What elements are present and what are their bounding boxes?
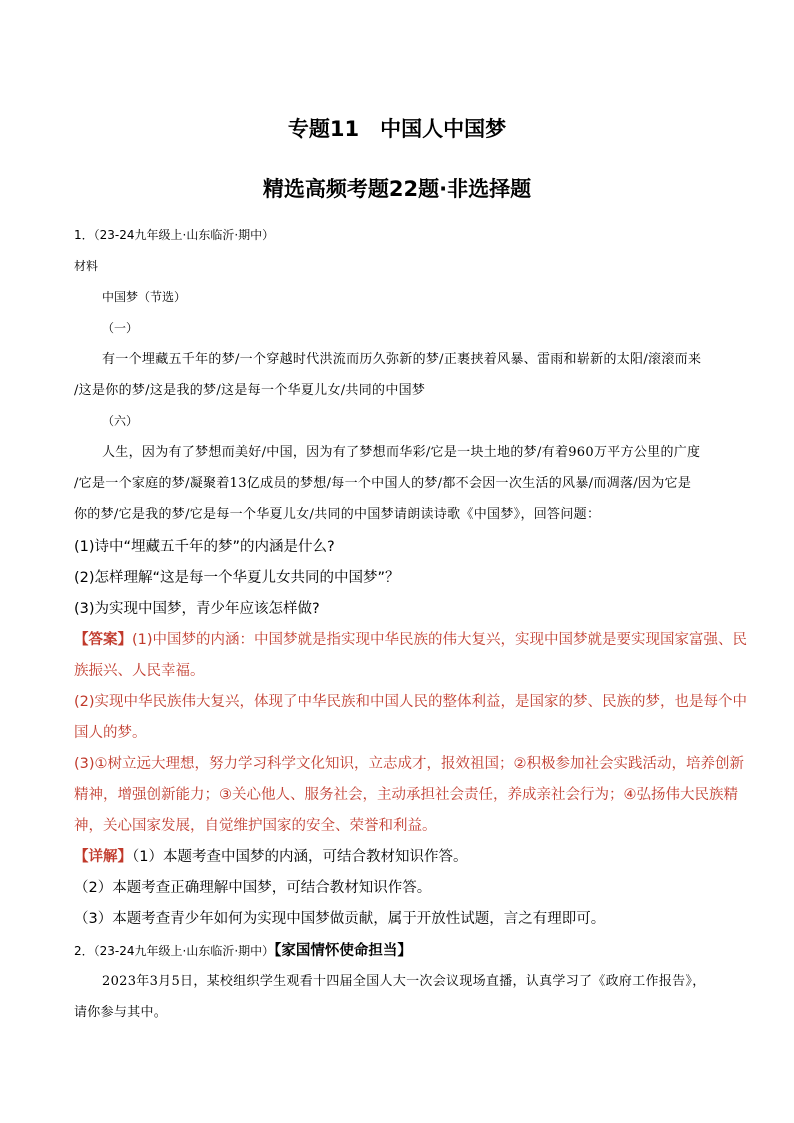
- poem-line: /这是你的梦/这是我的梦/这是每一个华夏儿女/共同的中国梦: [74, 383, 426, 398]
- poem-line: 人生，因为有了梦想而美好/中国，因为有了梦想而华彩/它是一块土地的梦/有着960万平方公里的广度: [102, 445, 701, 460]
- question-2-header: [74, 940, 412, 961]
- question-2-paragraph: 请你参与其中。: [74, 1005, 168, 1020]
- answer-text: (1)中国梦的内涵：中国梦就是指实现中华民族的伟大复兴，实现中国梦就是要实现国家富强、民: [132, 632, 748, 648]
- answer-text: 神，关心国家发展，自觉维护国家的安全、荣誉和利益。: [74, 818, 437, 834]
- poem-line: 你的梦/它是我的梦/它是每一个华夏儿女/共同的中国梦请朗读诗歌《中国梦》，回答问题：: [74, 507, 601, 522]
- question-2-topic: 【家国情怀使命担当】: [274, 943, 412, 959]
- detail-block: [74, 847, 467, 867]
- question-2-paragraph: 2023年3月5日，某校组织学生观看十四届全国人大一次会议现场直播，认真学习了《政府工作报告》，: [102, 974, 706, 989]
- answer-text: (3)①树立远大理想，努力学习科学文化知识，立志成才，报效祖国；②积极参加社会实践活动，培养创新: [74, 756, 745, 772]
- poem-section-1: （一）: [102, 321, 139, 335]
- detail-text: （1）本题考查中国梦的内涵，可结合教材知识作答。: [132, 849, 468, 865]
- answer-block: [74, 630, 747, 650]
- page-subtitle: 精选高频考题22题·非选择题: [262, 177, 532, 201]
- answer-tag: 【答案】: [74, 632, 132, 648]
- sub-question-3: (3)为实现中国梦，青少年应该怎样做?: [74, 601, 320, 617]
- answer-text: 精神，增强创新能力；③关心他人、服务社会，主动承担社会责任，养成亲社会行为；④弘扬伟大民族精: [74, 787, 738, 803]
- detail-text: （2）本题考查正确理解中国梦，可结合教材知识作答。: [74, 880, 432, 896]
- answer-text: (2)实现中华民族伟大复兴，体现了中华民族和中国人民的整体利益，是国家的梦、民族的梦，也是每个中: [74, 694, 748, 710]
- material-label: 材料: [74, 259, 99, 273]
- question-2-source: 2．（23-24九年级上·山东临沂·期中）: [74, 944, 275, 958]
- question-1-source: 1．（23-24九年级上·山东临沂·期中）: [74, 228, 275, 242]
- poem-section-6: （六）: [102, 414, 139, 428]
- answer-text: 族振兴、人民幸福。: [74, 663, 205, 679]
- poem-line: 有一个埋藏五千年的梦/一个穿越时代洪流而历久弥新的梦/正裹挟着风暴、雷雨和崭新的太阳/滚滚而来: [102, 352, 702, 367]
- answer-text: 国人的梦。: [74, 725, 147, 741]
- detail-tag: 【详解】: [74, 849, 132, 865]
- poem-line: /它是一个家庭的梦/凝聚着13亿成员的梦想/每一个中国人的梦/都不会因一次生活的风暴/而凋落/因为它是: [74, 476, 692, 491]
- page-title: 专题11 中国人中国梦: [287, 117, 507, 141]
- sub-question-2: (2)怎样理解“这是每一个华夏儿女共同的中国梦”？: [74, 570, 400, 586]
- poem-title: 中国梦（节选）: [102, 290, 187, 304]
- sub-question-1: (1)诗中“埋藏五千年的梦”的内涵是什么?: [74, 539, 335, 555]
- detail-text: （3）本题考查青少年如何为实现中国梦做贡献，属于开放性试题，言之有理即可。: [74, 911, 606, 927]
